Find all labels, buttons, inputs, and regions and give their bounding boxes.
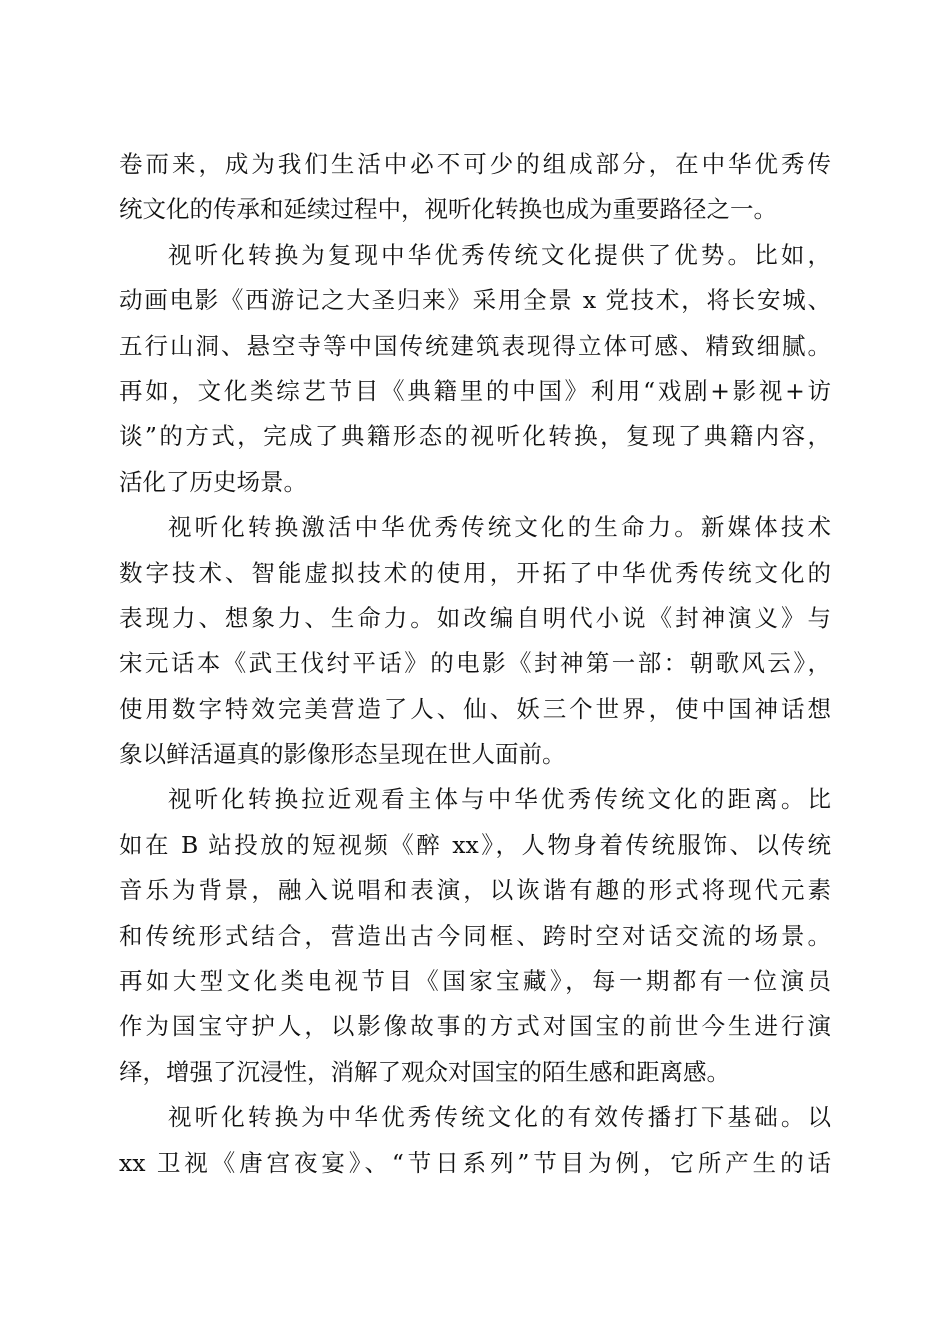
text-line: 统文化的传承和延续过程中，视听化转换也成为重要路径之一。 bbox=[119, 195, 777, 224]
text-line: xx 卫视《唐宫夜宴》、“节日系列”节目为例，它所产生的话 bbox=[119, 1148, 831, 1177]
paragraph bbox=[119, 505, 831, 777]
text-line: 视听化转换激活中华优秀传统文化的生命力。新媒体技术 bbox=[168, 513, 831, 542]
text-line: 动画电影《西游记之大圣归来》采用全景 x 党技术，将长安城、 bbox=[119, 286, 831, 315]
text-line: 使用数字特效完美营造了人、仙、妖三个世界，使中国神话想 bbox=[119, 694, 831, 723]
text-line: 和传统形式结合，营造出古今同框、跨时空对话交流的场景。 bbox=[119, 921, 831, 950]
text-line: 视听化转换为中华优秀传统文化的有效传播打下基础。以 bbox=[168, 1103, 831, 1132]
text-line: 表现力、想象力、生命力。如改编自明代小说《封神演义》与 bbox=[119, 603, 831, 632]
text-line: 五行山洞、悬空寺等中国传统建筑表现得立体可感、精致细腻。 bbox=[119, 331, 831, 360]
text-line: 宋元话本《武王伐纣平话》的电影《封神第一部：朝歌风云》， bbox=[119, 649, 831, 678]
text-line: 谈”的方式，完成了典籍形态的视听化转换，复现了典籍内容， bbox=[119, 422, 831, 451]
text-line: 卷而来，成为我们生活中必不可少的组成部分，在中华优秀传 bbox=[119, 150, 831, 178]
paragraph bbox=[119, 233, 831, 505]
text-line: 绎，增强了沉浸性，消解了观众对国宝的陌生感和距离感。 bbox=[119, 1057, 730, 1086]
paragraph bbox=[119, 777, 831, 1095]
text-line: 视听化转换为复现中华优秀传统文化提供了优势。比如， bbox=[168, 240, 831, 269]
text-line: 再如大型文化类电视节目《国家宝藏》，每一期都有一位演员 bbox=[119, 967, 831, 996]
paragraph bbox=[119, 1095, 831, 1186]
text-line: 象以鲜活逼真的影像形态呈现在世人面前。 bbox=[119, 740, 566, 769]
text-line: 音乐为背景，融入说唱和表演，以诙谐有趣的形式将现代元素 bbox=[119, 876, 831, 905]
document-body bbox=[119, 142, 831, 1186]
text-line: 视听化转换拉近观看主体与中华优秀传统文化的距离。比 bbox=[168, 785, 831, 814]
text-line: 活化了历史场景。 bbox=[119, 467, 307, 496]
text-line: 再如，文化类综艺节目《典籍里的中国》利用“戏剧+影视+访 bbox=[119, 376, 831, 405]
text-line: 作为国宝守护人，以影像故事的方式对国宝的前世今生进行演 bbox=[119, 1012, 831, 1041]
text-line: 如在 B 站投放的短视频《醉 xx》，人物身着传统服饰、以传统 bbox=[119, 830, 831, 859]
text-line: 数字技术、智能虚拟技术的使用，开拓了中华优秀传统文化的 bbox=[119, 558, 831, 587]
paragraph bbox=[119, 142, 831, 233]
